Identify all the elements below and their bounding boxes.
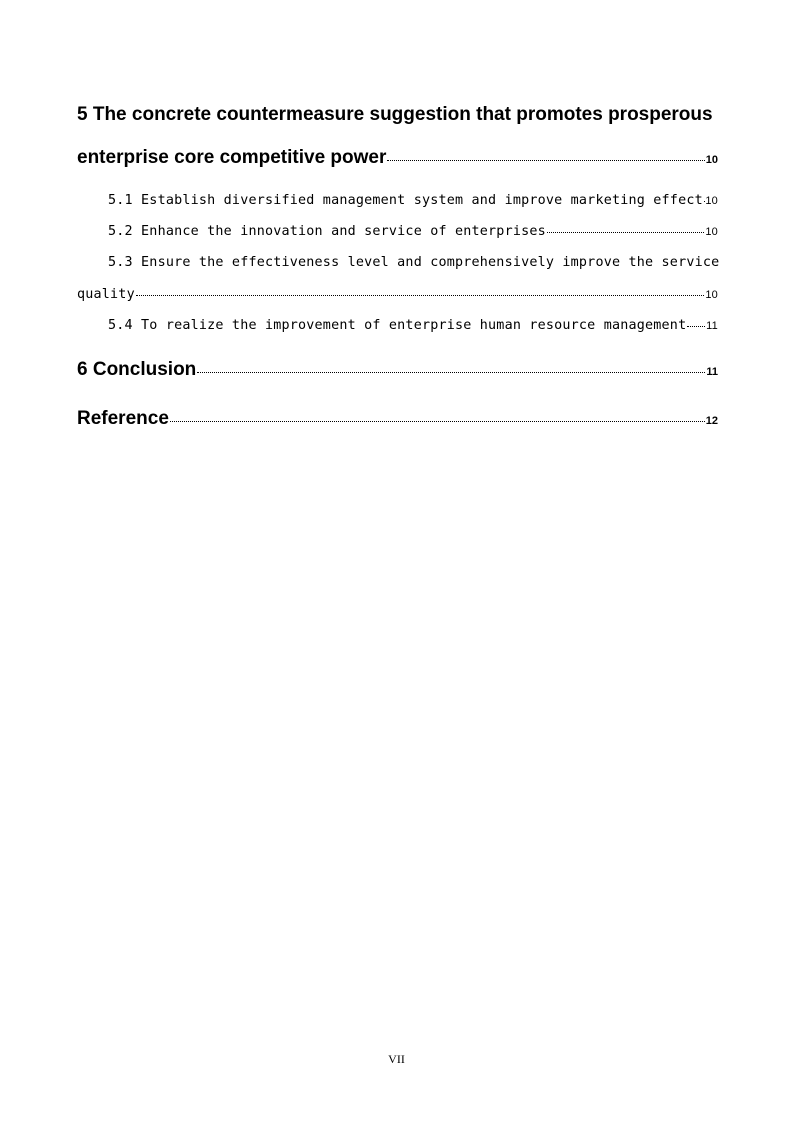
toc-entry-page: 10 bbox=[705, 195, 718, 207]
dot-leader bbox=[197, 371, 705, 373]
toc-entry-label: 5.2 Enhance the innovation and service of enterprises bbox=[108, 224, 546, 239]
toc-entry-label: 5 The concrete countermeasure suggestion that promotes prosperous bbox=[77, 104, 713, 125]
toc-entry-page: 10 bbox=[705, 226, 718, 238]
toc-entry-page: 11 bbox=[706, 366, 718, 378]
dot-leader bbox=[170, 420, 705, 422]
toc-entry-label: 5.3 Ensure the effectiveness level and comprehensively improve the service bbox=[108, 255, 720, 270]
toc-entry-section-5-line-1 bbox=[77, 104, 713, 126]
toc-entry-section-5[interactable] bbox=[77, 147, 718, 169]
dot-leader bbox=[704, 200, 705, 202]
toc-entry-section-5-3[interactable] bbox=[77, 287, 718, 302]
dot-leader bbox=[687, 325, 705, 327]
toc-entry-label: quality bbox=[77, 287, 135, 302]
toc-entry-section-5-4[interactable] bbox=[77, 318, 718, 333]
toc-entry-label: 5.1 Establish diversified management system and improve marketing effect bbox=[108, 193, 703, 208]
toc-entry-page: 10 bbox=[705, 289, 718, 301]
toc-entry-label: 6 Conclusion bbox=[77, 359, 197, 380]
page-number-footer: VII bbox=[388, 1052, 405, 1066]
dot-leader bbox=[387, 159, 704, 161]
dot-leader bbox=[136, 294, 705, 296]
toc-entry-page: 12 bbox=[705, 415, 718, 427]
toc-entry-label: Reference bbox=[77, 408, 169, 429]
toc-entry-section-6[interactable] bbox=[77, 359, 718, 381]
toc-entry-section-5-3-line-1 bbox=[77, 255, 719, 270]
toc-entry-section-5-1[interactable] bbox=[77, 193, 718, 208]
toc-entry-page: 10 bbox=[705, 154, 718, 166]
toc-entry-label: enterprise core competitive power bbox=[77, 147, 387, 168]
toc-entry-label: 5.4 To realize the improvement of enterprise human resource management bbox=[108, 318, 687, 333]
dot-leader bbox=[547, 231, 704, 233]
toc-entry-page: 11 bbox=[706, 320, 718, 332]
toc-entry-section-5-2[interactable] bbox=[77, 224, 718, 239]
toc-entry-reference[interactable] bbox=[77, 408, 718, 430]
